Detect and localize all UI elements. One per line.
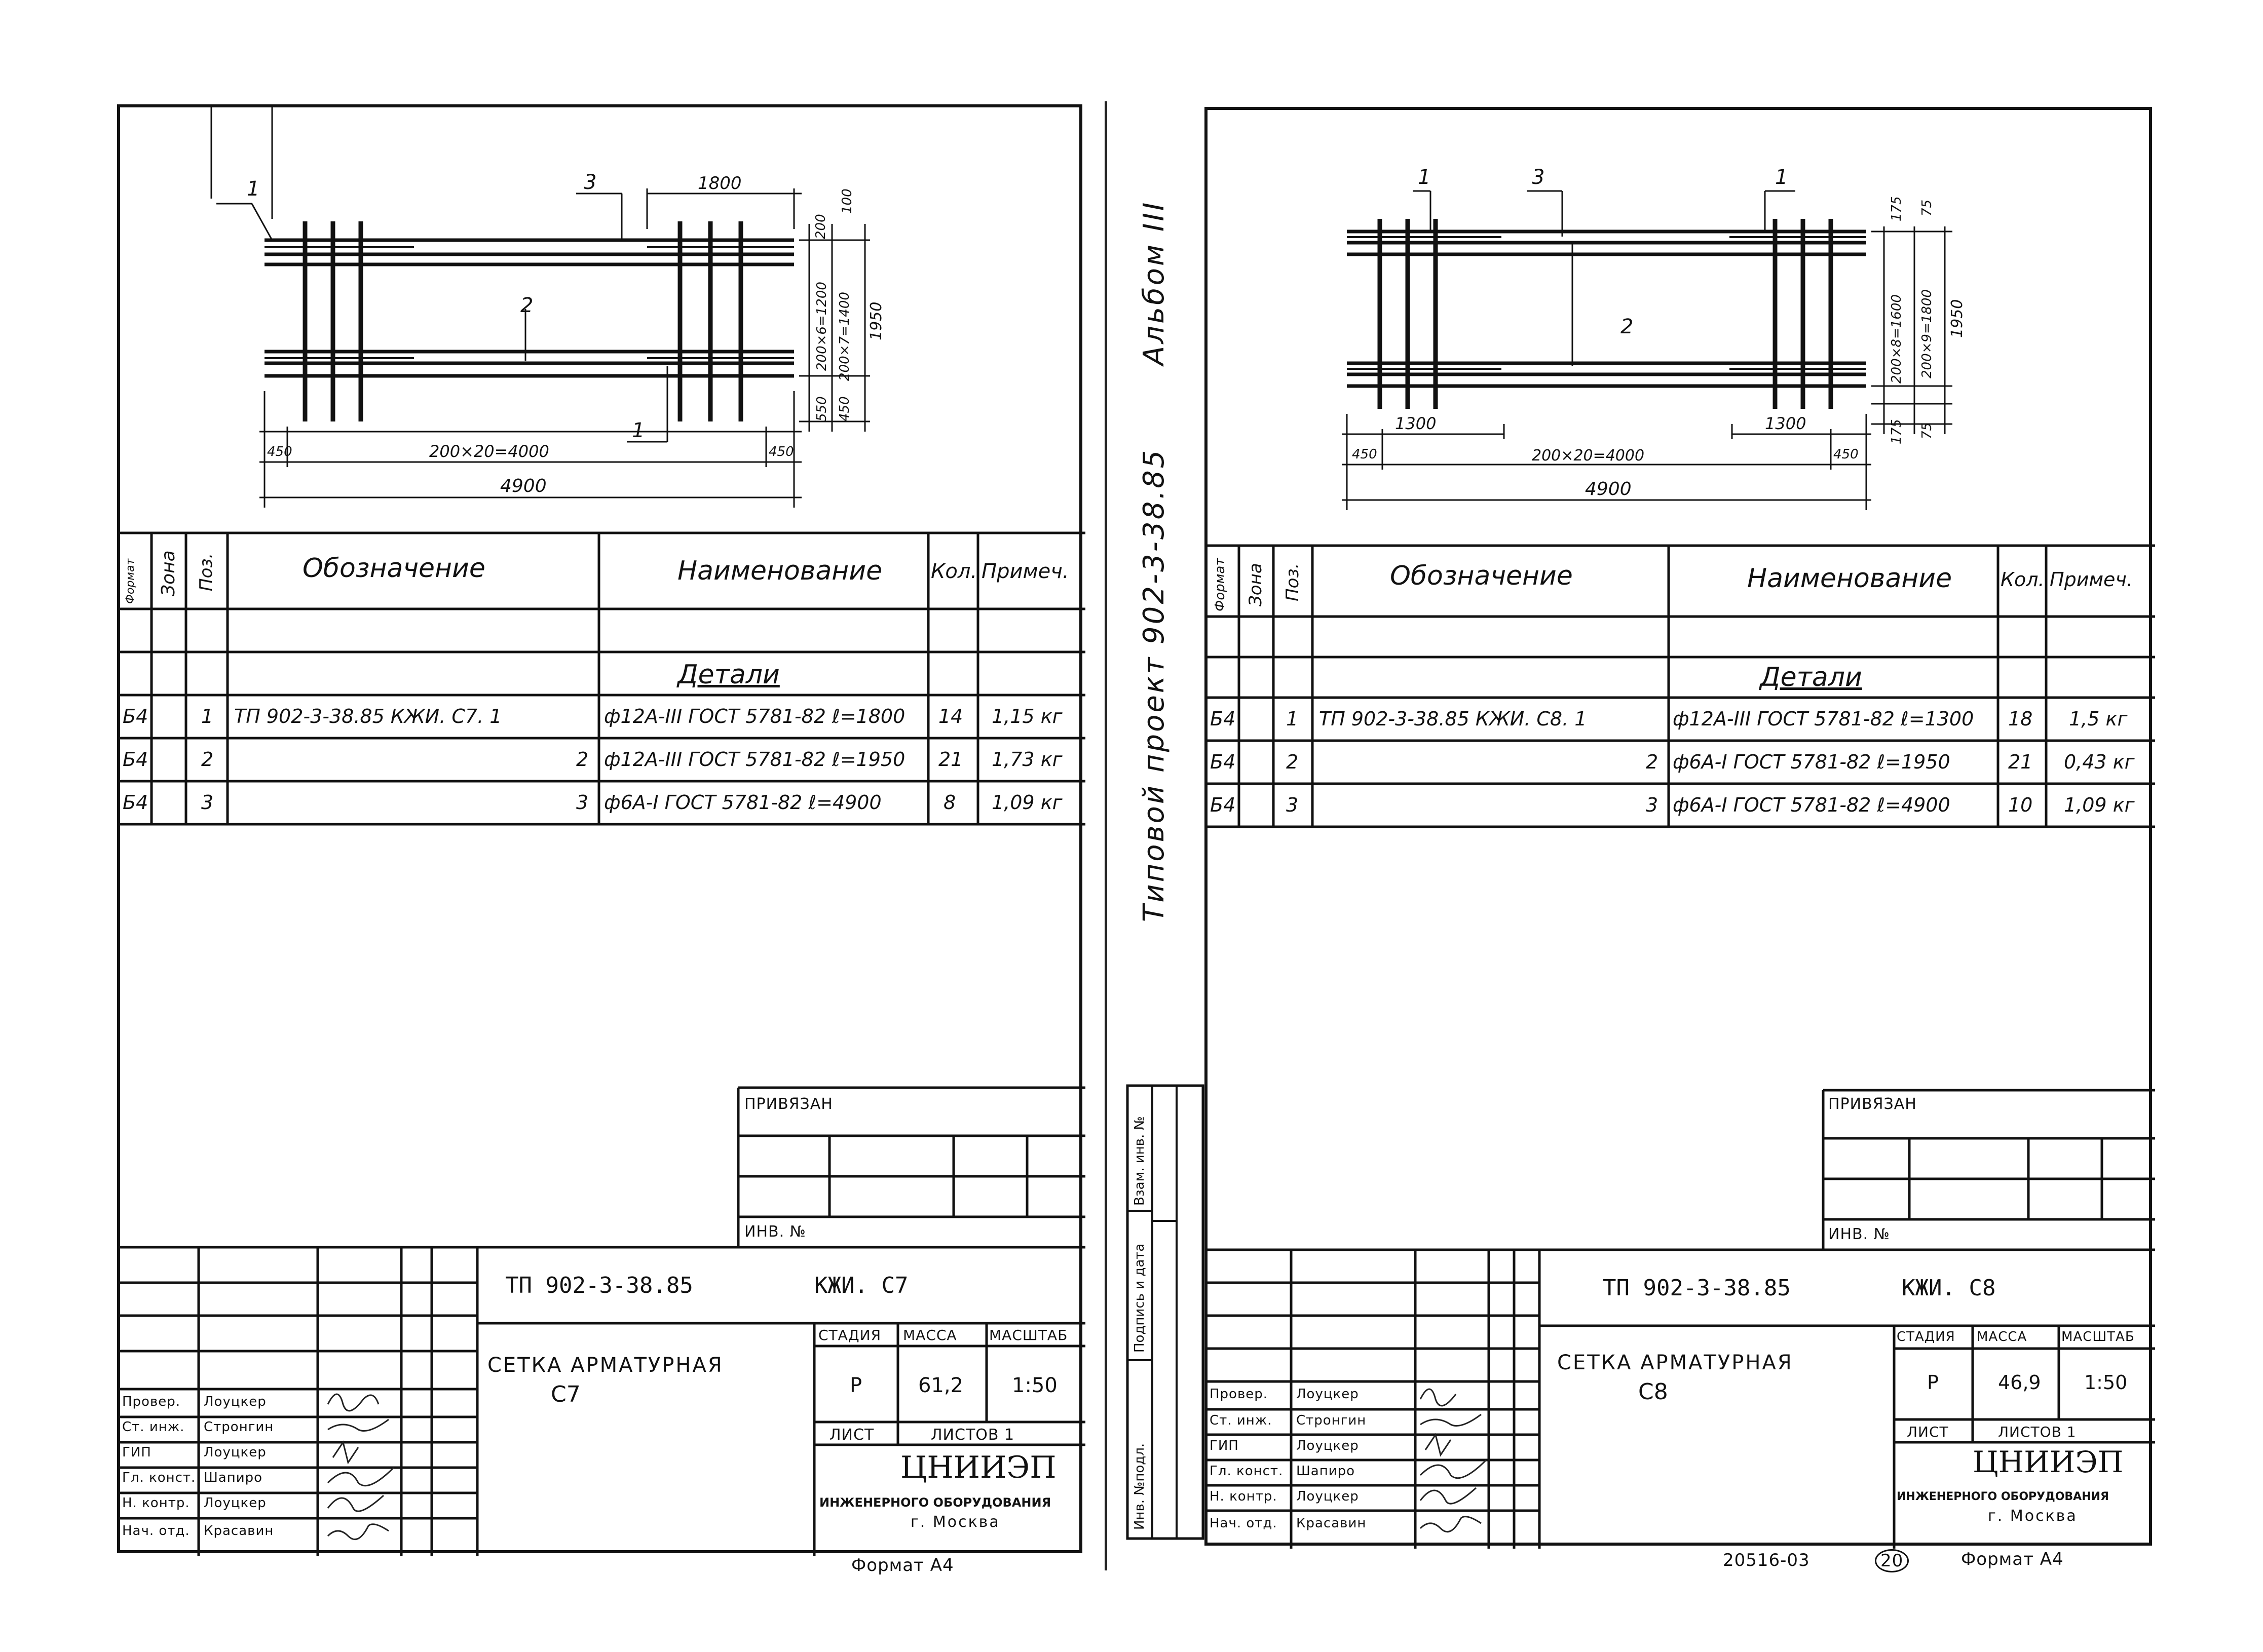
mark-pos-1b: 1: [1775, 166, 1788, 189]
scale-value: 1:50: [2084, 1371, 2128, 1394]
stage-value: Р: [850, 1374, 862, 1397]
role-st-inzh: Ст. инж.: [1210, 1413, 1272, 1428]
org-city: г. Москва: [911, 1513, 1000, 1531]
dim-175-top: 175: [1889, 196, 1904, 221]
dim-200x20: 200×20=4000: [1532, 447, 1645, 465]
person-name: Лоуцкер: [1296, 1387, 1359, 1402]
row-pos: 1: [201, 705, 214, 727]
row-note: 1,09 кг: [992, 791, 1063, 814]
row-designation: ТП 902-3-38.85 КЖИ. С8. 1: [1319, 708, 1587, 730]
dim-550: 550: [814, 396, 829, 421]
dim-4900: 4900: [500, 476, 547, 496]
dim-200x7: 200×7=1400: [837, 292, 852, 381]
row-designation: ТП 902-3-38.85 КЖИ. С7. 1: [234, 705, 502, 727]
page-number: 20: [1875, 1549, 1909, 1572]
doc-title-mark: С8: [1638, 1379, 1668, 1405]
row-designation: 3: [576, 791, 589, 814]
dim-1950: 1950: [1948, 299, 1966, 338]
dim-1300-left: 1300: [1395, 414, 1437, 433]
dim-200: 200: [813, 214, 828, 239]
th-name: Наименование: [677, 556, 883, 586]
person-name: Лоуцкер: [1296, 1489, 1359, 1504]
dim-450-left: 450: [267, 444, 292, 459]
th-name: Наименование: [1747, 563, 1952, 594]
dim-200x20: 200×20=4000: [429, 442, 549, 461]
row-format: Б4: [1210, 794, 1236, 816]
scale-label: МАСШТАБ: [2061, 1329, 2135, 1344]
th-pos: Поз.: [1283, 563, 1303, 601]
person-name: Лоуцкер: [204, 1394, 267, 1409]
row-note: 1,15 кг: [992, 705, 1063, 727]
role-gip: ГИП: [1210, 1438, 1239, 1453]
privyazan-label: ПРИВЯЗАН: [744, 1095, 833, 1113]
section-details: Детали: [677, 660, 780, 690]
row-note: 1,5 кг: [2069, 708, 2128, 730]
person-name: Лоуцкер: [204, 1495, 267, 1511]
sheet-c8: [1204, 107, 2152, 1546]
stamp-col-signature: Подпись и дата: [1132, 1243, 1147, 1353]
row-name: ф12А-III ГОСТ 5781-82 ℓ=1950: [604, 748, 906, 771]
role-n-kontr: Н. контр.: [122, 1495, 190, 1511]
org-subtitle: ИНЖЕНЕРНОГО ОБОРУДОВАНИЯ: [1897, 1490, 2109, 1503]
th-format: Формат: [1213, 558, 1228, 611]
mark-pos-2: 2: [520, 294, 534, 317]
scale-label: МАСШТАБ: [989, 1327, 1068, 1343]
sheet-c7: [117, 104, 1082, 1553]
doc-code: ТП 902-3-38.85: [505, 1273, 693, 1298]
dim-1300-right: 1300: [1765, 414, 1806, 433]
doc-code: ТП 902-3-38.85: [1603, 1275, 1791, 1301]
row-format: Б4: [123, 791, 148, 814]
left-format-label: Формат А4: [851, 1555, 954, 1576]
row-qty: 18: [2008, 708, 2033, 730]
mark-pos-1a: 1: [247, 177, 260, 201]
person-name: Стронгин: [204, 1419, 274, 1435]
role-nach-otd: Нач. отд.: [122, 1523, 190, 1539]
row-format: Б4: [123, 705, 148, 727]
row-name: ф12А-III ГОСТ 5781-82 ℓ=1300: [1673, 708, 1974, 730]
stage-label: СТАДИЯ: [1897, 1329, 1955, 1344]
row-note: 0,43 кг: [2064, 751, 2135, 773]
scale-value: 1:50: [1012, 1374, 1058, 1397]
th-pos: Поз.: [196, 553, 216, 591]
role-nach-otd: Нач. отд.: [1210, 1516, 1277, 1531]
side-stamp: [1126, 1084, 1204, 1540]
dim-1800: 1800: [698, 173, 742, 194]
page-divider: [1105, 101, 1107, 1570]
mark-pos-3: 3: [1532, 166, 1545, 189]
dim-75-top: 75: [1919, 199, 1935, 216]
row-designation: 2: [1646, 751, 1658, 773]
row-qty: 14: [938, 705, 963, 727]
row-name: ф6А-I ГОСТ 5781-82 ℓ=4900: [604, 791, 882, 814]
role-proverka: Провер.: [1210, 1387, 1268, 1402]
archive-number: 20516-03: [1723, 1550, 1810, 1570]
doc-mark: КЖИ. С7: [814, 1273, 909, 1298]
sheet-label: ЛИСТ: [829, 1426, 875, 1444]
sheet-label: ЛИСТ: [1907, 1424, 1949, 1440]
row-pos: 3: [1286, 794, 1299, 816]
person-name: Лоуцкер: [1296, 1438, 1359, 1453]
th-zone: Зона: [158, 550, 179, 596]
row-format: Б4: [123, 748, 148, 771]
mass-value: 61,2: [918, 1374, 964, 1397]
project-code-vertical: Типовой проект 902-3-38.85: [1138, 448, 1171, 922]
dim-450-right: 450: [769, 444, 794, 459]
stamp-col-inv-podl: Инв. №подл.: [1132, 1443, 1147, 1530]
role-proverka: Провер.: [122, 1394, 181, 1409]
dim-200x6: 200×6=1200: [814, 282, 829, 371]
role-n-kontr: Н. контр.: [1210, 1489, 1277, 1504]
row-qty: 10: [2008, 794, 2033, 816]
mass-label: МАССА: [903, 1327, 957, 1343]
dim-75-bottom: 75: [1919, 422, 1935, 439]
row-name: ф6А-I ГОСТ 5781-82 ℓ=1950: [1673, 751, 1950, 773]
dim-1950: 1950: [868, 301, 885, 340]
mass-label: МАССА: [1977, 1329, 2027, 1344]
album-label-vertical: Альбом III: [1138, 200, 1171, 366]
org-subtitle: ИНЖЕНЕРНОГО ОБОРУДОВАНИЯ: [819, 1495, 1051, 1510]
row-qty: 21: [938, 748, 963, 771]
th-qty: Кол.: [931, 560, 977, 583]
doc-title-mark: С7: [551, 1381, 581, 1407]
org-name: ЦНИИЭП: [1973, 1445, 2124, 1479]
person-name: Красавин: [204, 1523, 274, 1539]
stamp-col-vzam: Взам. инв. №: [1132, 1116, 1147, 1206]
row-name: ф6А-I ГОСТ 5781-82 ℓ=4900: [1673, 794, 1950, 816]
th-designation: Обозначение: [1390, 561, 1573, 591]
mark-pos-2: 2: [1620, 315, 1634, 338]
dim-200x8: 200×8=1600: [1889, 294, 1904, 383]
mass-value: 46,9: [1998, 1371, 2041, 1394]
org-name: ЦНИИЭП: [900, 1450, 1057, 1485]
privyazan-label: ПРИВЯЗАН: [1828, 1095, 1917, 1113]
row-pos: 2: [201, 748, 214, 771]
row-pos: 3: [201, 791, 214, 814]
row-note: 1,73 кг: [992, 748, 1063, 771]
row-designation: 3: [1646, 794, 1658, 816]
th-designation: Обозначение: [303, 553, 485, 584]
stage-label: СТАДИЯ: [818, 1327, 882, 1343]
role-gl-konst: Гл. конст.: [1210, 1464, 1284, 1479]
row-note: 1,09 кг: [2064, 794, 2135, 816]
dim-100: 100: [840, 188, 855, 214]
role-gl-konst: Гл. конст.: [122, 1470, 196, 1485]
role-st-inzh: Ст. инж.: [122, 1419, 185, 1435]
row-format: Б4: [1210, 751, 1236, 773]
dim-450-right: 450: [1833, 447, 1859, 462]
role-gip: ГИП: [122, 1445, 152, 1460]
th-note: Примеч.: [982, 560, 1069, 583]
inv-label: ИНВ. №: [744, 1223, 806, 1241]
dim-175-bottom: 175: [1889, 419, 1904, 444]
mark-pos-1a: 1: [1418, 166, 1431, 189]
vertical-project-title: [1138, 201, 1171, 922]
dim-4900: 4900: [1585, 479, 1632, 500]
stage-value: Р: [1927, 1371, 1939, 1394]
th-format: Формат: [124, 558, 137, 604]
sheets-count-label: ЛИСТОВ 1: [1998, 1424, 2077, 1440]
person-name: Шапиро: [1296, 1464, 1355, 1479]
dim-200x9: 200×9=1800: [1919, 289, 1935, 378]
row-name: ф12А-III ГОСТ 5781-82 ℓ=1800: [604, 705, 906, 727]
person-name: Лоуцкер: [204, 1445, 267, 1460]
row-pos: 1: [1286, 708, 1299, 730]
th-qty: Кол.: [2001, 568, 2045, 591]
sheets-count-label: ЛИСТОВ 1: [931, 1426, 1015, 1444]
row-pos: 2: [1286, 751, 1299, 773]
section-details: Детали: [1760, 662, 1862, 693]
org-city: г. Москва: [1988, 1507, 2078, 1525]
dim-450-side: 450: [837, 396, 852, 421]
mark-pos-1b: 1: [632, 419, 645, 442]
dim-450-left: 450: [1352, 447, 1377, 462]
person-name: Шапиро: [204, 1470, 263, 1485]
row-designation: 2: [576, 748, 589, 771]
doc-title: СЕТКА АРМАТУРНАЯ: [487, 1354, 724, 1377]
th-note: Примеч.: [2050, 568, 2133, 591]
inv-label: ИНВ. №: [1828, 1225, 1890, 1243]
doc-mark: КЖИ. С8: [1902, 1275, 1996, 1301]
person-name: Красавин: [1296, 1516, 1367, 1531]
person-name: Стронгин: [1296, 1413, 1367, 1428]
row-format: Б4: [1210, 708, 1236, 730]
right-format-label: Формат А4: [1961, 1549, 2064, 1569]
row-qty: 8: [944, 791, 956, 814]
doc-title: СЕТКА АРМАТУРНАЯ: [1557, 1351, 1793, 1374]
mark-pos-3: 3: [584, 171, 597, 194]
th-zone: Зона: [1246, 563, 1266, 606]
row-qty: 21: [2008, 751, 2033, 773]
